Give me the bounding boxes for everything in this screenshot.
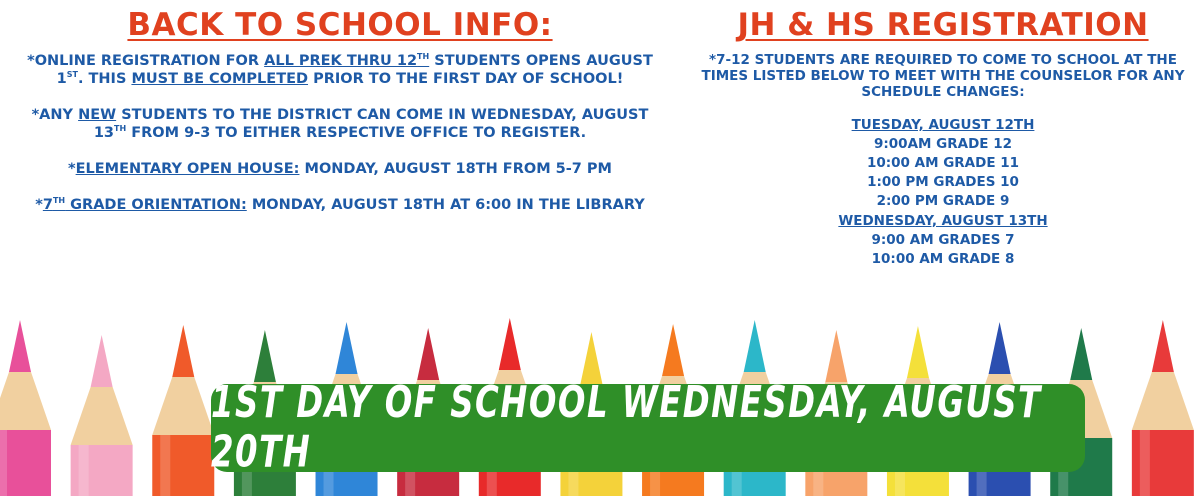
new-students-note [20,106,660,142]
pencil-highlight [160,435,170,496]
schedule-slot: 1:00 PM GRADES 10 [867,174,1019,191]
text: * [35,196,43,213]
text: * [68,160,76,177]
pencil-tip [417,328,439,380]
pencil-tip [907,326,929,378]
schedule-day: TUESDAY, AUGUST 12TH [851,116,1035,133]
first-day-banner-text: 1ST DAY OF SCHOOL WEDNESDAY, AUGUST 20TH [211,378,1042,478]
pencil-wood [152,377,214,435]
text: MONDAY, AUGUST 18TH AT 6:00 IN THE LIBRARY [246,196,645,213]
pencil-tip [1152,320,1174,372]
must-be-completed-text: MUST BE COMPLETED [131,70,309,87]
pencil-tip [662,324,684,376]
text: ALL PREK THRU 12 [264,52,418,69]
schedule-slot: 10:00 AM GRADE 11 [866,155,1020,172]
pencil-wood [0,372,51,430]
pencil-tip [580,332,602,384]
pencil-tip [254,330,276,382]
pencil-tip [825,330,847,382]
pencil [1132,320,1194,496]
text: PRIOR TO THE FIRST DAY OF SCHOOL! [308,70,624,87]
pencil-tip [989,322,1011,374]
pencil-highlight [1140,430,1150,496]
open-house-note [20,160,660,178]
pencil-tip [9,320,31,372]
pencil-highlight [79,445,89,496]
schedule-slot: 9:00 AM GRADES 7 [871,231,1015,248]
text: *ONLINE REGISTRATION FOR [27,52,265,69]
orientation-label [43,197,247,213]
registration-heading: JH & HS REGISTRATION [737,7,1149,43]
schedule-slot: 2:00 PM GRADE 9 [876,193,1010,210]
pencil-tip [1070,328,1092,380]
pencil-tip [499,318,521,370]
superscript: TH [52,195,66,205]
first-day-banner [211,378,1085,478]
pencil [71,335,133,496]
new-text: NEW [78,106,117,123]
text: . THIS [77,70,132,87]
open-house-label: ELEMENTARY OPEN HOUSE: [75,160,300,177]
superscript: TH [114,123,127,133]
registration-section [700,8,1186,269]
schedule-slot: 10:00 AM GRADE 8 [871,251,1015,268]
pencil [0,320,51,496]
orientation-note [20,196,660,214]
schedule-day: WEDNESDAY, AUGUST 13TH [838,212,1048,229]
pencil-body [0,430,51,496]
pencil-wood [1132,372,1194,430]
text: *ANY [31,106,79,123]
text: FROM 9-3 TO EITHER RESPECTIVE OFFICE TO REGISTER. [126,124,587,141]
registration-intro: *7-12 STUDENTS ARE REQUIRED TO COME TO SCHOOL AT THE TIMES LISTED BELOW TO MEET WITH THE COUNSELOR FOR ANY SCHEDULE CHANGES: [701,51,1185,100]
text: 7 [42,196,53,213]
pencil-highlight [0,430,7,496]
pencil-tip [744,320,766,372]
all-prek-text [264,53,429,69]
text: STUDENTS TO THE DISTRICT CAN COME IN WEDNESDAY, AUGUST 13 [93,106,649,141]
pencil-tip [336,322,358,374]
schedule [700,116,1186,270]
back-to-school-heading: BACK TO SCHOOL INFO: [127,7,553,43]
schedule-slot: 9:00AM GRADE 12 [874,135,1012,152]
text: MONDAY, AUGUST 18TH FROM 5-7 PM [299,160,612,177]
back-to-school-section [20,8,660,232]
online-registration-note [20,52,660,88]
superscript: ST [66,69,78,79]
superscript: TH [417,51,430,61]
pencil-wood [71,387,133,445]
pencil [152,325,214,496]
text: STUDENTS OPENS AUGUST 1 [56,52,653,87]
pencil-tip [91,335,113,387]
pencil-tip [172,325,194,377]
text: GRADE ORIENTATION: [65,196,247,213]
